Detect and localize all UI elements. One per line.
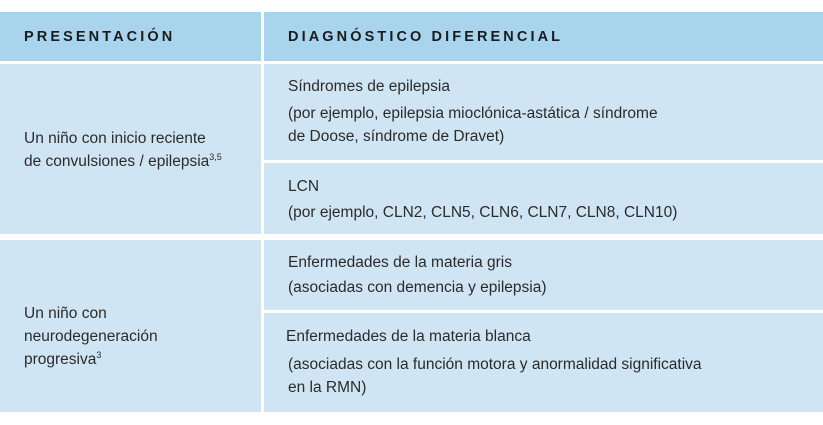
header-diagnosis: DIAGNÓSTICO DIFERENCIAL (288, 29, 564, 45)
presentation-seizures-line2: de convulsiones / epilepsia (24, 153, 210, 170)
reference-superscript: 3 (96, 350, 102, 360)
diagnosis-title: Enfermedades de la materia blanca (286, 328, 531, 345)
reference-superscript: 3,5 (209, 152, 222, 162)
diagnosis-detail: (asociadas con la función motora y anormalidad significativa (288, 356, 702, 373)
header-presentation: PRESENTACIÓN (24, 29, 176, 45)
presentation-neuro-line3: progresiva (24, 351, 97, 368)
presentation-neuro-line1: Un niño con (24, 305, 107, 322)
header-cell-diagnosis (264, 12, 823, 61)
diagnosis-detail: (por ejemplo, CLN2, CLN5, CLN6, CLN7, CLN8, CLN10) (288, 204, 678, 221)
diagnosis-detail: de Doose, síndrome de Dravet) (288, 128, 505, 145)
diagnosis-detail: (por ejemplo, epilepsia mioclónica-astática / síndrome (288, 105, 658, 122)
diagnosis-cell-grey-matter (264, 240, 823, 310)
diagnosis-title: Síndromes de epilepsia (288, 78, 450, 95)
diagnosis-title: Enfermedades de la materia gris (288, 254, 513, 271)
presentation-cell-seizures (0, 64, 261, 234)
diagnosis-detail: (asociadas con demencia y epilepsia) (288, 279, 547, 296)
diagnosis-cell-epilepsy-syndromes (264, 64, 823, 160)
header-cell-presentation (0, 12, 261, 61)
diagnosis-detail: en la RMN) (288, 379, 367, 396)
presentation-cell-neurodegeneration (0, 240, 261, 412)
presentation-seizures-line2-wrap (24, 150, 222, 174)
presentation-seizures-line1: Un niño con inicio reciente (24, 130, 206, 147)
presentation-neuro-line3-wrap (24, 348, 101, 372)
diagnosis-cell-white-matter (264, 313, 823, 412)
diagnosis-title: LCN (288, 178, 320, 195)
presentation-neuro-line2: neurodegeneración (24, 328, 158, 345)
diagnosis-cell-lcn (264, 163, 823, 234)
